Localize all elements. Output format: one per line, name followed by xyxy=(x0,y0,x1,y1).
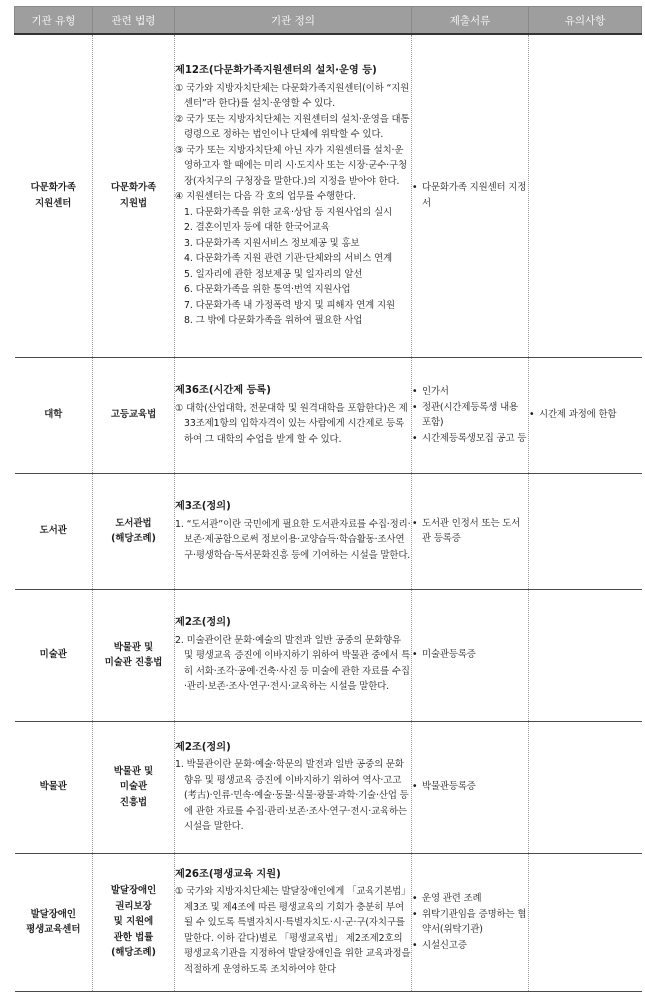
document-item: • 박물관등록증 xyxy=(412,779,528,795)
documents-cell xyxy=(412,357,529,473)
table-row-museum xyxy=(15,721,642,853)
notes-cell xyxy=(529,357,642,473)
definition-paragraph: 1. 박물관이란 문화·예술·학문의 발전과 일반 공중의 문화향유 및 평생교육 증진에 이바지하기 위하여 역사·고고(考古)·인류·민속·예술·동물·식물·광물·과학·기술·산업 등에 관한 자료를 수집·관리·보존·조사·연구·전시·교육하는 시설을 말한다. xyxy=(175,759,409,832)
definition-item: 7. 다문화가족 내 가정폭력 방지 및 피해자 연계 지원 xyxy=(184,299,395,311)
documents-cell xyxy=(412,589,529,721)
institution-type: 다문화가족 지원센터 xyxy=(30,182,76,209)
definition-paragraph: ③ 국가 또는 지방자치단체 아닌 자가 지원센터를 설치·운영하고자 할 때에는 미리 시·도지사 또는 시장·군수·구청장(자치구의 구청장을 말한다.)의 지정을 받아야 한다. xyxy=(175,144,407,187)
institution-type: 도서관 xyxy=(39,525,67,537)
definition-item: 6. 다문화가족을 위한 통역·번역 지원사업 xyxy=(184,284,351,295)
note-item: • 시간제 과정에 한함 xyxy=(529,407,642,423)
institution-type: 대학 xyxy=(44,409,63,421)
related-law: 고등교육법 xyxy=(110,409,157,421)
notes-cell xyxy=(529,34,642,357)
definition-item: 5. 일자리에 관한 정보제공 및 일자리의 알선 xyxy=(184,268,363,280)
documents-cell xyxy=(412,34,529,357)
document-item: • 시설신고증 xyxy=(412,938,528,954)
document-item: • 다문화가족 지원센터 지정서 xyxy=(412,180,528,211)
related-law: 도서관법 (해당조례) xyxy=(111,517,156,544)
definition-cell xyxy=(175,473,412,589)
header-related-law: 관련 법령 xyxy=(93,7,175,35)
table-row-art-museum xyxy=(15,589,642,721)
definition-cell xyxy=(175,721,412,853)
document-item: • 미술관등록증 xyxy=(412,647,528,663)
definition-paragraph: 2. 미술관이란 문화·예술의 발전과 일반 공중의 문화향유 및 평생교육 증진에 이바지하기 위하여 박물관 중에서 특히 서화·조각·공예·건축·사진 등 미술에 관한 자료를 수집·관리·보존·조사·연구·전시·교육하는 시설을 말한다. xyxy=(175,634,411,693)
document-item: • 도서관 인정서 또는 도서관 등록증 xyxy=(412,516,528,547)
documents-cell xyxy=(412,853,529,991)
documents-cell xyxy=(412,473,529,589)
header-notes: 유의사항 xyxy=(529,7,642,35)
related-law: 발달장애인 권리보장 및 지원에 관한 법률 (해당조례) xyxy=(110,885,157,959)
related-law: 박물관 및 미술관 진흥법 xyxy=(104,641,163,668)
definition-paragraph: 1. “도서관”이란 국민에게 필요한 도서관자료를 수집·정리·보존·제공함으로써 정보이용·교양습득·학습활동·조사연구·평생학습·독서문화진흥 등에 기여하는 시설을 말한다. xyxy=(175,518,411,561)
header-institution-type: 기관 유형 xyxy=(15,7,93,35)
definition-item: 1. 다문화가족을 위한 교육·상담 등 지원사업의 실시 xyxy=(184,206,393,218)
related-law: 박물관 및 미술관 진흥법 xyxy=(113,765,154,808)
table-row-developmental-disability-center xyxy=(15,853,642,991)
definition-cell xyxy=(175,853,412,991)
definition-cell xyxy=(175,34,412,357)
article-title: 제36조(시간제 등록) xyxy=(175,385,271,396)
institution-type: 박물관 xyxy=(39,781,67,793)
definition-item: 3. 다문화가족 지원서비스 정보제공 및 홍보 xyxy=(184,237,360,249)
document-item: • 인가서 xyxy=(412,384,528,400)
notes-cell xyxy=(529,853,642,991)
notes-cell xyxy=(529,721,642,853)
definition-paragraph: ① 국가와 지방자치단체는 다문화가족지원센터(이하 “지원센터”라 한다)를 설치·운영할 수 있다. xyxy=(175,82,410,109)
notes-cell xyxy=(529,473,642,589)
table-header-row xyxy=(15,7,642,35)
definition-item: 4. 다문화가족 지원 관련 기관·단체와의 서비스 연계 xyxy=(184,253,393,264)
definition-cell xyxy=(175,589,412,721)
document-item: • 정관(시간제등록생 내용 포함) xyxy=(412,400,528,431)
institution-type: 발달장애인 평생교육센터 xyxy=(26,908,81,935)
institution-table xyxy=(14,6,642,992)
document-item: • 위탁기관임을 증명하는 협약서(위탁기관) xyxy=(412,907,528,938)
article-title: 제2조(정의) xyxy=(175,617,231,629)
related-law: 다문화가족 지원법 xyxy=(110,182,157,209)
institution-type: 미술관 xyxy=(39,649,67,661)
definition-item: 2. 결혼이민자 등에 대한 한국어교육 xyxy=(184,222,330,233)
header-institution-definition: 기관 정의 xyxy=(175,7,412,35)
notes-cell xyxy=(529,589,642,721)
table-row-library xyxy=(15,473,642,589)
article-title: 제3조(정의) xyxy=(175,501,231,512)
article-title: 제2조(정의) xyxy=(175,741,231,753)
article-title: 제12조(다문화가족지원센터의 설치·운영 등) xyxy=(175,65,377,76)
definition-paragraph: ① 대학(산업대학, 전문대학 및 원격대학을 포함한다)은 제33조제1항의 입학자격이 있는 사람에게 시간제로 등록하여 그 대학의 수업을 받게 할 수 있다. xyxy=(175,402,408,445)
article-title: 제26조(평생교육 지원) xyxy=(175,868,281,880)
definition-paragraph: ① 국가와 지방자치단체는 발달장애인에게 「교육기본법」 제3조 및 제4조에 따른 평생교육의 기회가 충분히 부여될 수 있도록 특별자치시·특별자치도·시·군·구(자치구를 말한다. 이하 같다)별로 「평생교육법」 제2조제2호의 평생교육기관을 지정하여 발달장애인을 위한 교육과정을 적절하게 운영하도록 조치하여야 한다 xyxy=(175,886,411,975)
definition-item: 8. 그 밖에 다문화가족을 위하여 필요한 사업 xyxy=(184,315,363,326)
header-required-documents: 제출서류 xyxy=(412,7,529,35)
document-item: • 시간제등록생모집 공고 등 xyxy=(412,431,528,447)
table-row-multicultural-center xyxy=(15,34,642,357)
documents-cell xyxy=(412,721,529,853)
document-item: • 운영 관련 조례 xyxy=(412,891,528,907)
definition-paragraph: ④ 지원센터는 다음 각 호의 업무를 수행한다. xyxy=(175,191,356,202)
table-row-university xyxy=(15,357,642,473)
definition-cell xyxy=(175,357,412,473)
definition-paragraph: ② 국가 또는 지방자치단체는 지원센터의 설치·운영을 대통령령으로 정하는 법인이나 단체에 위탁할 수 있다. xyxy=(175,113,410,140)
